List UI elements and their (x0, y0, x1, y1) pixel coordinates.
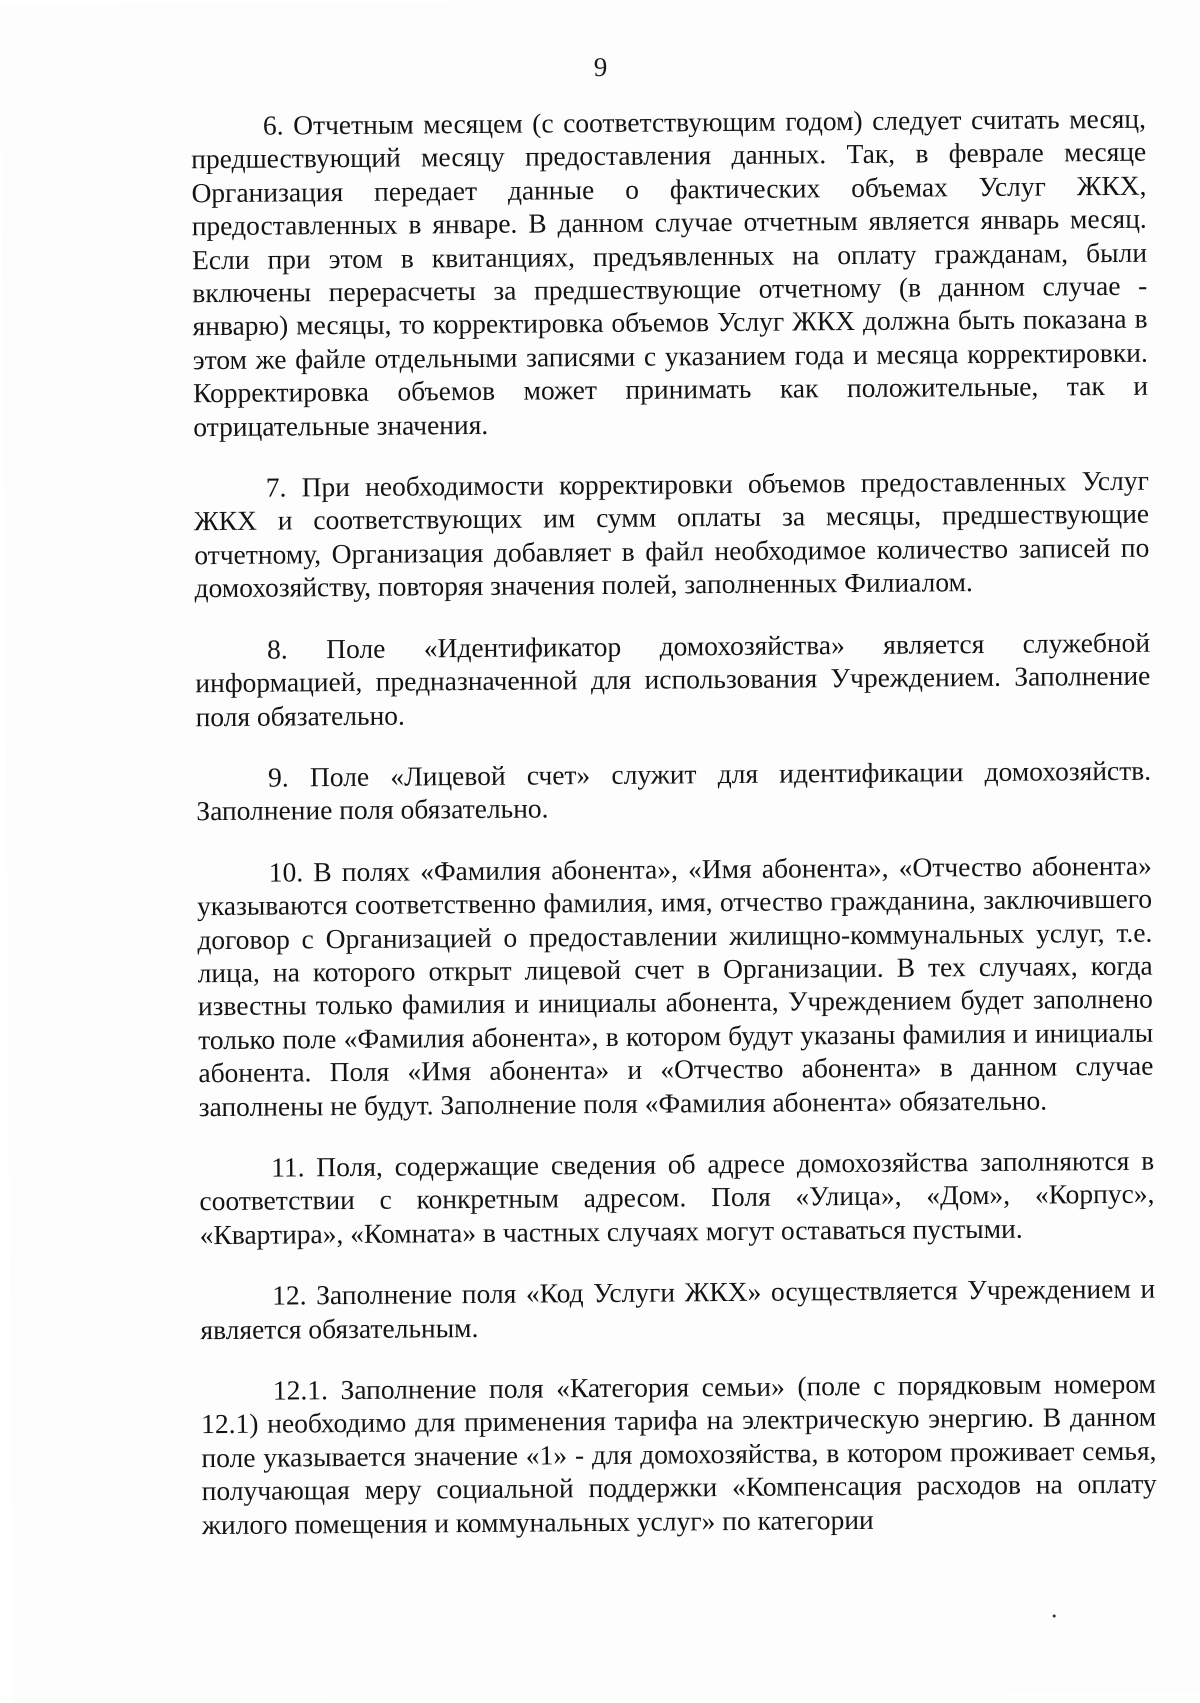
paragraph-10: 10. В полях «Фамилия абонента», «Имя абонента», «Отчество абонента» указываются соответственно фамилия, имя, отчество гражданина, заключившего договор с Организацией о предоставлении жилищно-коммунальных услуг, т.е. лица, на которого открыт лицевой счет в Организации. В тех случаях, когда известны только фамилия и инициалы абонента, Учреждением будет заполнено только поле «Фамилия абонента», в котором будут указаны фамилия и инициалы абонента. Поля «Имя абонента» и «Отчество абонента» в данном случае заполнены не будут. Заполнение поля «Фамилия абонента» обязательно. (196, 849, 1154, 1122)
paragraph-12: 12. Заполнение поля «Код Услуги ЖКХ» осуществляется Учреждением и является обязательным. (200, 1272, 1156, 1345)
paragraph-7: 7. При необходимости корректировки объемов предоставленных Услуг ЖКХ и соответствующих им сумм оплаты за месяцы, предшествующие отчетному, Организация добавляет в файл необходимое количество записей по домохозяйству, повторяя значения полей, заполненных Филиалом. (193, 464, 1150, 604)
scan-speck (1053, 1614, 1056, 1617)
paragraph-6: 6. Отчетным месяцем (с соответствующим годом) следует считать месяц, предшествующий месяцу предоставления данных. Так, в феврале месяце Организация передает данные о фактических объемах Услуг ЖКХ, предоставленных в январе. В данном случае отчетным является январь месяц. Если при этом в квитанциях, предъявленных на оплату гражданам, были включены перерасчеты за предшествующие отчетному (в данном случае - январю) месяцы, то корректировка объемов Услуг ЖКХ должна быть показана в этом же файле отдельными записями с указанием года и месяца корректировки. Корректировка объемов может принимать как положительные, так и отрицательные значения. (191, 102, 1149, 442)
paragraph-11: 11. Поля, содержащие сведения об адресе домохозяйства заполняются в соответствии с конкретным адресом. Поля «Улица», «Дом», «Корпус», «Квартира», «Комната» в частных случаях могут оставаться пустыми. (199, 1144, 1155, 1250)
page-number: 9 (593, 51, 608, 83)
document-body (191, 102, 1157, 1541)
paragraph-8: 8. Поле «Идентификатор домохозяйства» является служебной информацией, предназначенной для использования Учреждением. Заполнение поля обязательно. (195, 626, 1151, 732)
paragraph-12-1: 12.1. Заполнение поля «Категория семьи» (поле с порядковым номером 12.1) необходимо для применения тарифа на электрическую энергию. В данном поле указывается значение «1» - для домохозяйства, в котором проживает семья, получающая меру социальной поддержки «Компенсация расходов на оплату жилого помещения и коммунальных услуг» по категории (201, 1367, 1157, 1540)
paragraph-9: 9. Поле «Лицевой счет» служит для идентификации домохозяйств. Заполнение поля обязательно. (196, 754, 1152, 827)
